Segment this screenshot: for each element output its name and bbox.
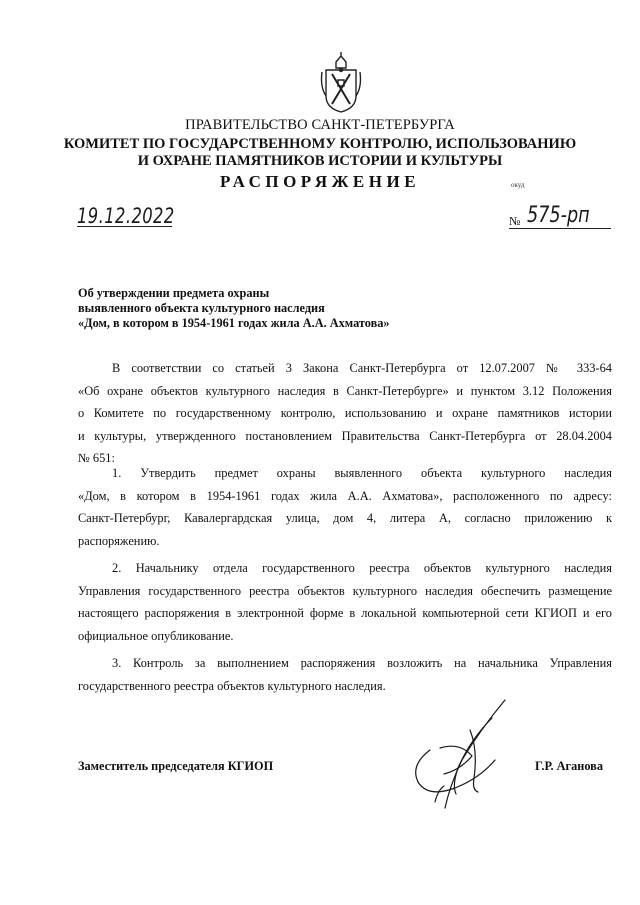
okud-label: окуд bbox=[511, 181, 525, 189]
text-line: В соответствии со статьей 3 Закона Санкт-Петербурга от 12.07.2007 № 333-64 bbox=[112, 361, 612, 375]
document-subject bbox=[78, 286, 390, 331]
item-3-paragraph bbox=[78, 652, 612, 697]
text-line: настоящего распоряжения в электронной форме в локальной компьютерной сети КГИОП и его bbox=[78, 606, 612, 620]
text-line: № 651: bbox=[78, 451, 115, 465]
coat-of-arms-icon bbox=[318, 52, 364, 114]
text-line: Санкт-Петербург, Кавалергардская улица, дом 4, литера А, согласно приложению к bbox=[78, 511, 612, 525]
signatory-name: Г.Р. Аганова bbox=[535, 759, 603, 773]
subject-line: выявленного объекта культурного наследия bbox=[78, 301, 325, 315]
text-line: 1. Утвердить предмет охраны выявленного объекта культурного наследия bbox=[112, 466, 612, 480]
text-line: Управления государственного реестра объектов культурного наследия обеспечить размещение bbox=[78, 583, 612, 598]
item-2-paragraph bbox=[78, 557, 612, 647]
item-1-paragraph bbox=[78, 462, 612, 552]
subject-line: Об утверждении предмета охраны bbox=[78, 286, 270, 300]
text-line: официальное опубликование. bbox=[78, 628, 234, 643]
text-line: 2. Начальнику отдела государственного реестра объектов культурного наследия bbox=[112, 561, 612, 575]
intro-paragraph bbox=[78, 357, 612, 470]
document-number: 575-рп bbox=[527, 203, 590, 228]
document-type: РАСПОРЯЖЕНИЕ bbox=[219, 172, 421, 191]
number-prefix: № bbox=[509, 214, 521, 228]
committee-title-line-2: И ОХРАНЕ ПАМЯТНИКОВ ИСТОРИИ И КУЛЬТУРЫ bbox=[137, 153, 503, 169]
text-line: «Об охране объектов культурного наследия в Санкт-Петербурге» и пунктом 3.12 Положения bbox=[78, 383, 612, 398]
subject-line: «Дом, в котором в 1954-1961 годах жила А.А. Ахматова» bbox=[78, 316, 390, 330]
government-title: ПРАВИТЕЛЬСТВО САНКТ-ПЕТЕРБУРГА bbox=[185, 117, 455, 133]
text-line: распоряжению. bbox=[78, 533, 160, 548]
text-line: «Дом, в котором в 1954-1961 годах жила А.А. Ахматова», расположенного по адресу: bbox=[78, 488, 612, 503]
committee-title-line-1: КОМИТЕТ ПО ГОСУДАРСТВЕННОМУ КОНТРОЛЮ, ИСПОЛЬЗОВАНИЮ bbox=[63, 136, 577, 152]
signature-icon bbox=[400, 690, 530, 820]
date-underline bbox=[77, 226, 172, 227]
signatory-position: Заместитель председателя КГИОП bbox=[78, 759, 274, 773]
document-date: 19.12.2022 bbox=[77, 204, 175, 228]
text-line: государственного реестра объектов культурного наследия. bbox=[78, 678, 386, 693]
text-line: и культуры, утвержденного постановлением Правительства Санкт-Петербурга от 28.04.2004 bbox=[78, 428, 612, 443]
text-line: о Комитете по государственному контролю, использованию и охране памятников истории bbox=[78, 406, 612, 420]
text-line: 3. Контроль за выполнением распоряжения возложить на начальника Управления bbox=[112, 656, 612, 670]
number-underline bbox=[509, 228, 611, 229]
